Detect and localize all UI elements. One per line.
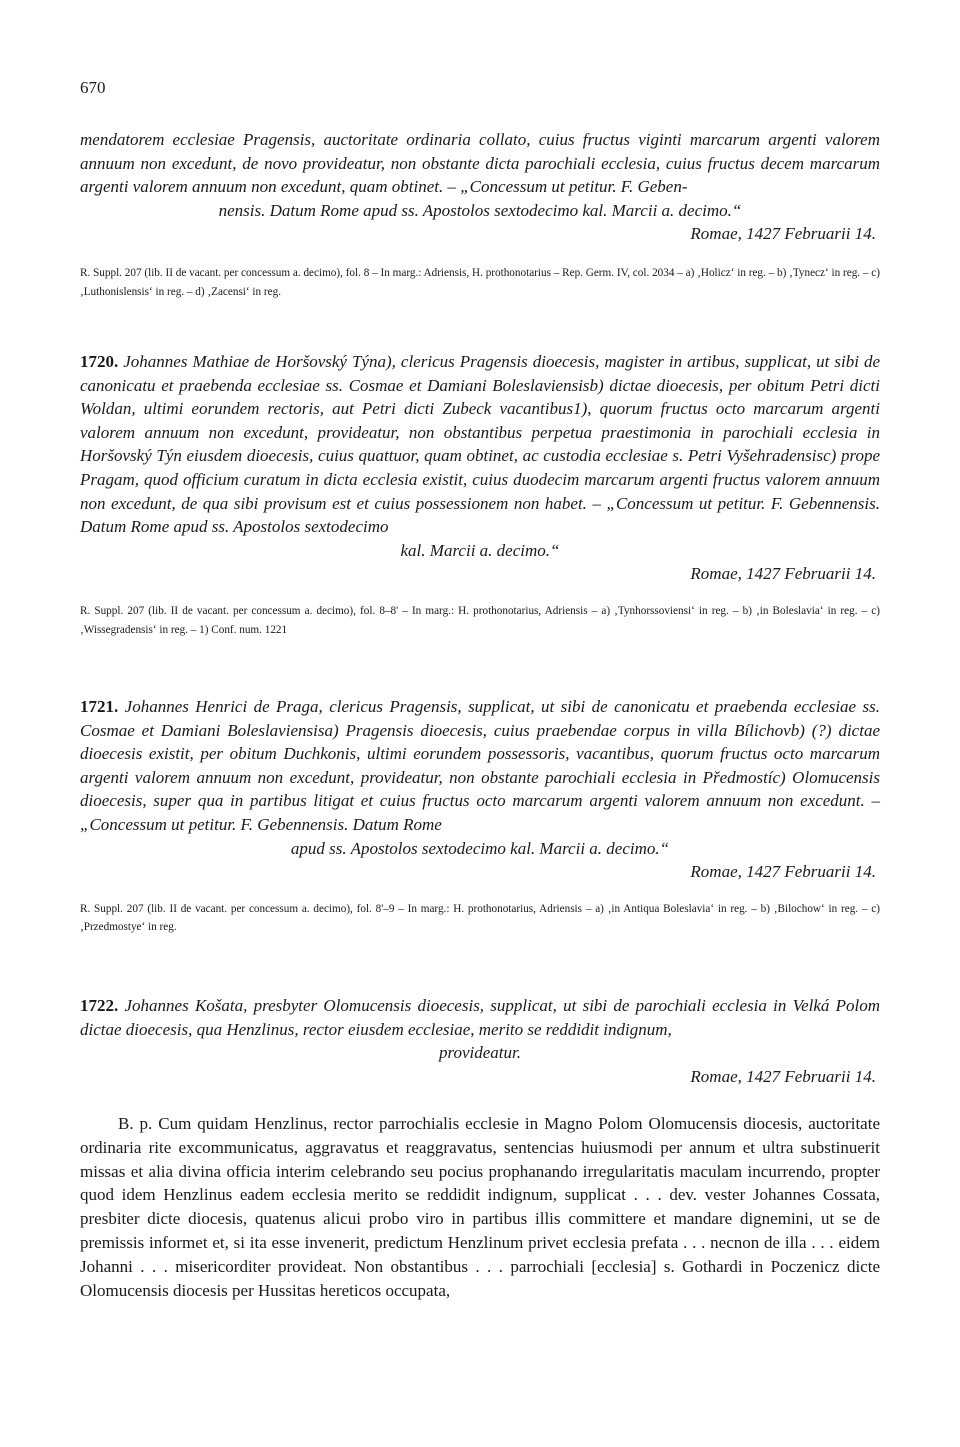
- entry-closing-line: provideatur.: [438, 1043, 521, 1063]
- entry-paragraph: [80, 695, 880, 837]
- entry-paragraph: [80, 994, 880, 1041]
- supplication-text-section: [80, 1112, 880, 1302]
- entry-text: Johannes Henrici de Praga, clericus Pragensis, supplicat, ut sibi de canonicatu et praebenda ecclesiae ss. Cosmae et Damiani Boleslaviensisa) Pragensis dioecesis, cuius praebendae corpus in villa Bílichovb) (?) dictae dioecesis existit, per obitum Duchkonis, ultimi eorundem possessoris, vacantibus, quorum fructus octo marcarum argenti valorem annuum non excedunt, provideatur, non obstante parochiali ecclesia in Předmostíc) Olomucensis dioecesis, super qua in partibus litigat et cuius fructus octo marcarum argenti valorem annuum non excedunt. – „Concessum ut petitur. F. Gebennensis. Datum Rome: [80, 697, 880, 834]
- entry-closing-line: kal. Marcii a. decimo.“: [400, 540, 560, 560]
- opening-section: [80, 128, 880, 301]
- entry-1720: [80, 350, 880, 639]
- entry-closing-line: apud ss. Apostolos sextodecimo kal. Marcii a. decimo.“: [290, 838, 670, 858]
- entry-number: 1722.: [80, 996, 119, 1015]
- entry-date: Romae, 1427 Februarii 14.: [690, 1066, 876, 1086]
- entry-paragraph: [80, 350, 880, 539]
- entry-date: Romae, 1427 Februarii 14.: [690, 564, 876, 584]
- entry-1722: [80, 994, 880, 1088]
- entry-date: Romae, 1427 Februarii 14.: [690, 862, 876, 882]
- entry-footnote: R. Suppl. 207 (lib. II de vacant. per concessum a. decimo), fol. 8'–9 – In marg.: H. prothonotarius, Adriensis – a) ‚in Antiqua Boleslavia‘ in reg. – b) ‚Bilochow‘ in reg. – c) ‚Przedmostye‘ in reg.: [80, 902, 880, 934]
- entry-number: 1721.: [80, 697, 119, 716]
- opening-paragraph: mendatorem ecclesiae Pragensis, auctoritate ordinaria collato, cuius fructus viginti marcarum argenti valorem annuum non excedunt, de novo provideatur, non obstante dicta parochiali ecclesia, cuius fructus decem marcarum argenti valorem annuum non excedunt, quam obtinet. – „Concessum ut petitur. F. Geben-: [80, 130, 880, 197]
- entry-footnote: R. Suppl. 207 (lib. II de vacant. per concessum a. decimo), fol. 8–8' – In marg.: H. prothonotarius, Adriensis – a) ‚Tynhorssoviensi‘ in reg. – b) ‚in Boleslavia‘ in reg. – c) ‚Wissegradensis‘ in reg. – 1) Conf. num. 1221: [80, 604, 880, 636]
- opening-closing-line: nensis. Datum Rome apud ss. Apostolos sextodecimo kal. Marcii a. decimo.“: [218, 200, 742, 220]
- opening-date: Romae, 1427 Februarii 14.: [690, 224, 876, 244]
- entry-number: 1720.: [80, 352, 119, 371]
- supplication-paragraph: B. p. Cum quidam Henzlinus, rector parrochialis ecclesie in Magno Polom Olomucensis diocesis, auctoritate ordinaria rite excommunicatus, aggravatus et reaggravatus, sentencias huiusmodi per annum et ultra substinuerit missas et alia divina officia interim celebrando seu pocius prophanando irregularitatis maculam incurrendo, propter quod idem Henzlinus eadem ecclesia merito se reddidit indignum, supplicat . . . dev. vester Johannes Cossata, presbiter dicte diocesis, quatenus alicui probo viro in partibus illis committere et mandare dignemini, ut se de premissis informet et, si ita esse invenerit, predictum Henzlinum privet ecclesia prefata . . . necnon de illa . . . eidem Johanni . . . misericorditer provideat. Non obstantibus . . . parrochiali [ecclesia] s. Gothardi in Poczenicz dicte Olomucensis diocesis per Hussitas hereticos occupata,: [80, 1114, 880, 1300]
- entry-1721: [80, 695, 880, 937]
- entry-text: Johannes Košata, presbyter Olomucensis dioecesis, supplicat, ut sibi de parochiali ecclesia in Velká Polom dictae dioecesis, qua Henzlinus, rector eiusdem ecclesiae, merito se reddidit indignum,: [80, 996, 881, 1039]
- page-number: 670: [80, 78, 106, 97]
- entry-text: Johannes Mathiae de Horšovský Týna), clericus Pragensis dioecesis, magister in artibus, supplicat, ut sibi de canonicatu et praebenda ecclesiae ss. Cosmae et Damiani Boleslaviensisb) dictae dioecesis, per obitum Petri dicti Woldan, ultimi eorundem rectoris, aut Petri dicti Zubeck vacantibus1), quorum fructus octo marcarum argenti valorem annuum non excedunt, provideatur, non obstantibus perpetua praestimonia in parochiali ecclesia in Horšovský Týn eiusdem dioecesis, cuius quattuor, quam obtinet, ac custodia ecclesiae s. Petri Vyšehradensisc) prope Pragam, quod officium curatum in dicta ecclesia existit, cuius duodecim marcarum argenti fructus valorem annuum non excedunt, de qua sibi provisum est et cuius possessionem non habet. – „Concessum ut petitur. F. Gebennensis. Datum Rome apud ss. Apostolos sextodecimo: [80, 352, 880, 537]
- opening-footnote: R. Suppl. 207 (lib. II de vacant. per concessum a. decimo), fol. 8 – In marg.: Adriensis, H. prothonotarius – Rep. Germ. IV, col. 2034 – a) ‚Holicz‘ in reg. – b) ‚Tynecz‘ in reg. – c) ‚Luthonislensis‘ in reg. – d) ‚Zacensi‘ in reg.: [80, 266, 880, 298]
